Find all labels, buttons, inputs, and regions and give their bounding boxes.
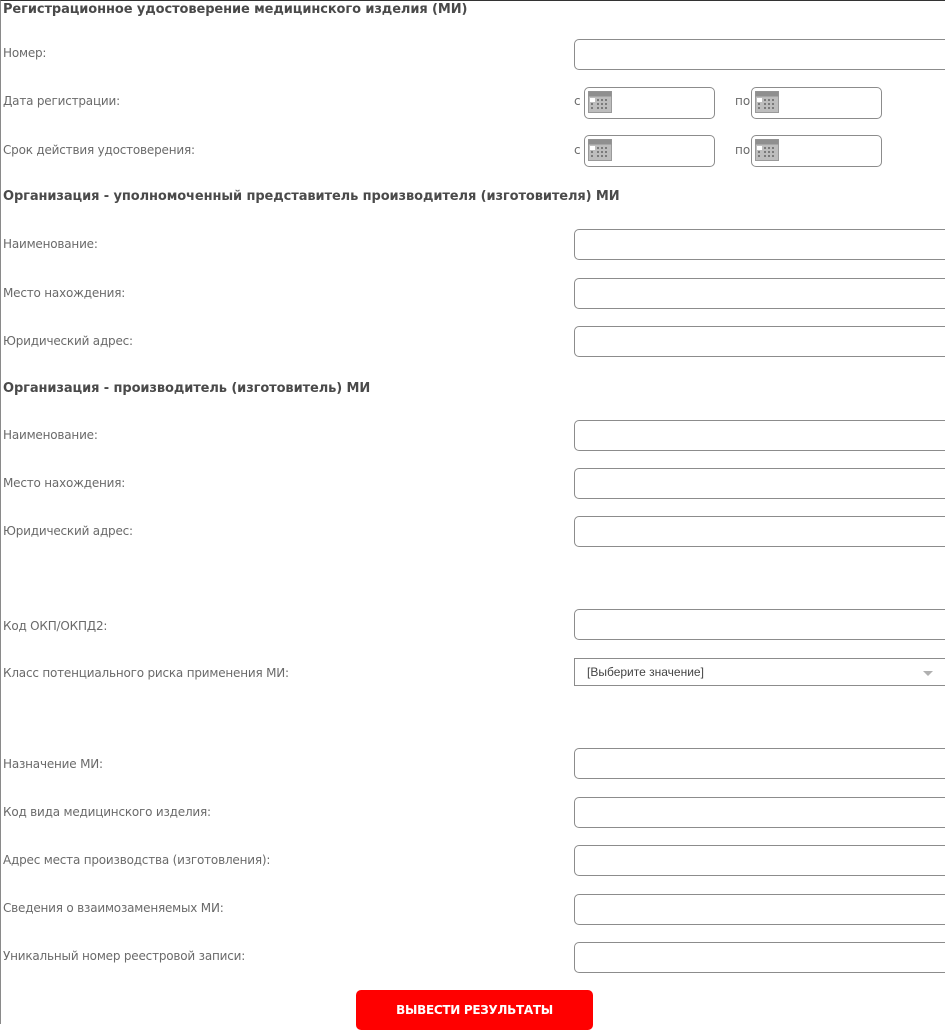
validity-from-prefix: с	[574, 143, 581, 157]
calendar-icon[interactable]	[588, 91, 612, 113]
purpose-label: Назначение МИ:	[3, 757, 103, 771]
rep-location-label: Место нахождения:	[3, 286, 126, 300]
device-type-code-label: Код вида медицинского изделия:	[3, 805, 211, 819]
registry-number-input[interactable]	[574, 942, 945, 973]
production-address-label: Адрес места производства (изготовления):	[3, 853, 271, 867]
calendar-icon[interactable]	[755, 139, 779, 161]
production-address-input[interactable]	[574, 845, 945, 876]
risk-class-selected-value: [Выберите значение]	[587, 665, 704, 679]
validity-from-input[interactable]	[584, 135, 715, 167]
purpose-input[interactable]	[574, 748, 945, 779]
section-title-representative: Организация - уполномоченный представитель производителя (изготовителя) МИ	[3, 189, 620, 204]
rep-name-input[interactable]	[574, 229, 945, 260]
rep-name-label: Наименование:	[3, 237, 98, 251]
mfr-legal-address-input[interactable]	[574, 516, 945, 547]
mfr-name-input[interactable]	[574, 420, 945, 451]
mfr-location-label: Место нахождения:	[3, 476, 126, 490]
reg-date-from-prefix: с	[574, 94, 581, 108]
okp-code-input[interactable]	[574, 609, 945, 640]
interchangeable-label: Сведения о взаимозаменяемых МИ:	[3, 901, 224, 915]
validity-to-input[interactable]	[751, 135, 882, 167]
chevron-down-icon[interactable]	[923, 671, 933, 676]
number-label: Номер:	[3, 46, 47, 60]
validity-label: Срок действия удостоверения:	[3, 143, 195, 157]
reg-date-to-input[interactable]	[751, 87, 882, 119]
interchangeable-input[interactable]	[574, 894, 945, 925]
risk-class-label: Класс потенциального риска применения МИ:	[3, 666, 289, 680]
risk-class-select[interactable]	[574, 658, 945, 686]
show-results-button[interactable]: ВЫВЕСТИ РЕЗУЛЬТАТЫ	[356, 990, 593, 1030]
reg-date-from-input[interactable]	[584, 87, 715, 119]
section-title-manufacturer: Организация - производитель (изготовитель) МИ	[3, 381, 371, 396]
reg-date-label: Дата регистрации:	[3, 94, 120, 108]
rep-location-input[interactable]	[574, 278, 945, 309]
reg-date-to-prefix: по	[735, 94, 751, 108]
number-input[interactable]	[574, 39, 945, 70]
mfr-name-label: Наименование:	[3, 428, 98, 442]
okp-code-label: Код ОКП/ОКПД2:	[3, 619, 108, 633]
rep-legal-address-input[interactable]	[574, 326, 945, 357]
calendar-icon[interactable]	[755, 91, 779, 113]
mfr-legal-address-label: Юридический адрес:	[3, 524, 133, 538]
calendar-icon[interactable]	[588, 139, 612, 161]
registry-number-label: Уникальный номер реестровой записи:	[3, 949, 246, 963]
rep-legal-address-label: Юридический адрес:	[3, 334, 133, 348]
section-title-registration: Регистрационное удостоверение медицинского изделия (МИ)	[3, 2, 468, 17]
device-type-code-input[interactable]	[574, 797, 945, 828]
validity-to-prefix: по	[735, 143, 751, 157]
mfr-location-input[interactable]	[574, 468, 945, 499]
